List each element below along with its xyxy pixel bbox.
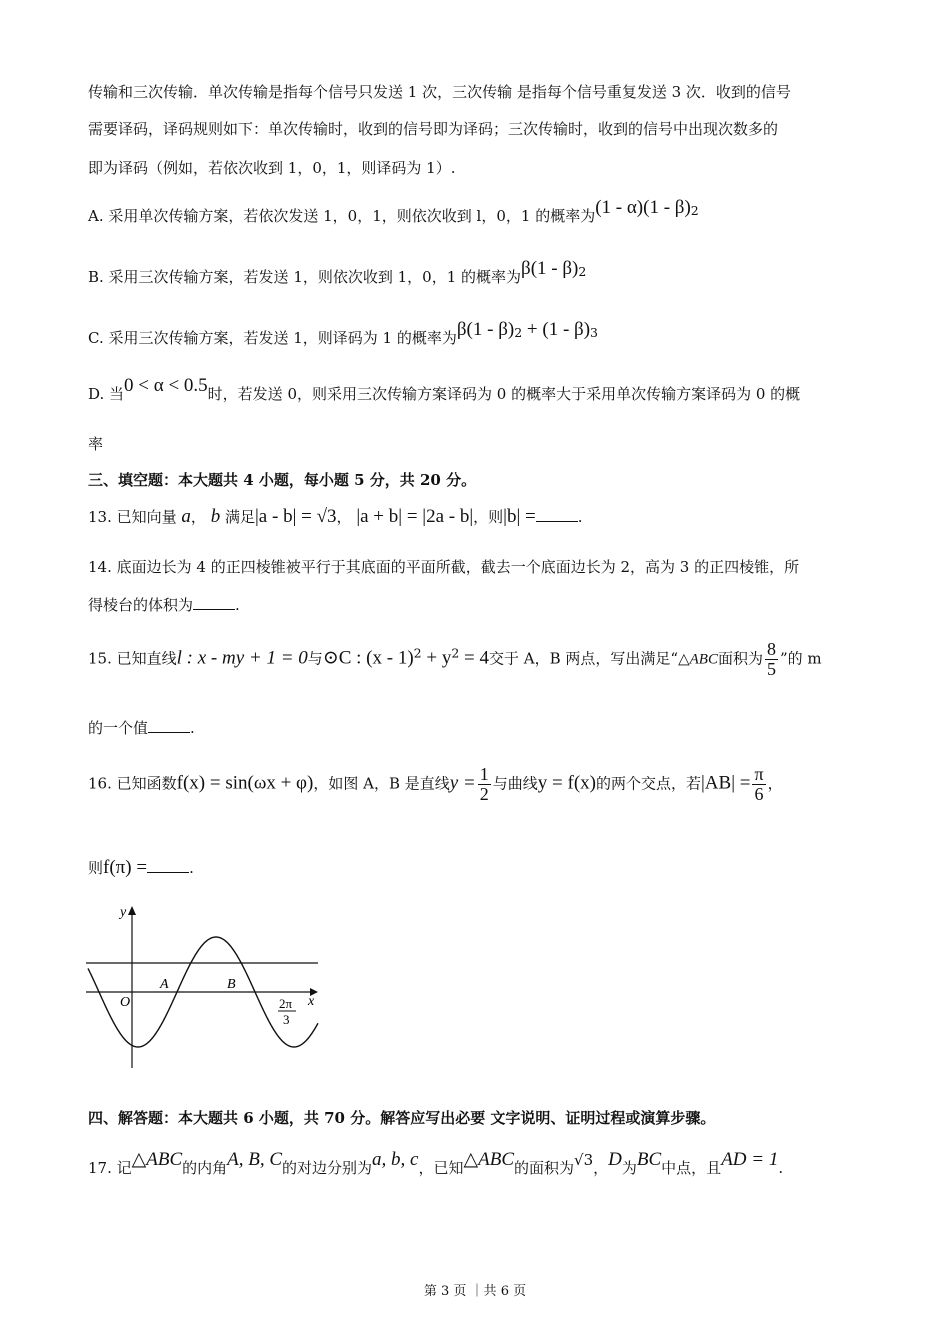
section-4-heading: 四、解答题：本大题共 6 小题，共 70 分。解答应写出必要 文字说明、证明过程或演算步骤。 (88, 1109, 716, 1127)
fraction: $\frac{1}{2}$ (479, 764, 489, 804)
question-16: 16. 已知函数f(x) = sin(ωx + φ)，如图 A，B 是直线y = $\frac{1}{2}$ 与曲线y = f(x)的两个交点，若|AB| = $\frac{\pi}{6}$ ， (88, 764, 783, 804)
section-3-heading: 三、填空题：本大题共 4 小题，每小题 5 分，共 20 分。 (88, 471, 477, 489)
question-15-cont: 的一个值 . (88, 719, 195, 737)
point-a-label: A (160, 977, 169, 992)
fraction: $\frac{\pi}{6}$ (754, 764, 764, 804)
option-d-cont: 率 (88, 435, 104, 453)
fraction: $\frac{8}{5}$ (766, 639, 776, 679)
answer-blank (147, 858, 189, 873)
paragraph-line: 需要译码，译码规则如下：单次传输时，收到的信号即为译码；三次传输时，收到的信号中出现次数多的 (88, 120, 779, 138)
question-13: 13. 已知向量 a， b 满足|a - b| = √3， |a + b| = |2a - b|，则|b| = . (88, 506, 583, 527)
origin-label: O (120, 995, 131, 1010)
question-17: 17. 记△ABC的内角A, B, C的对边分别为a, b, c，已知△ABC的面积为√3，D为BC中点，且AD = 1. (88, 1149, 784, 1177)
x-label: x (308, 994, 315, 1009)
y-axis-arrow (128, 906, 136, 915)
paragraph-line: 即为译码（例如，若依次收到 1，0，1，则译码为 1）. (88, 159, 456, 177)
question-16-cont: 则f(π) = . (88, 857, 194, 878)
question-14: 14. 底面边长为 4 的正四棱锥被平行于其底面的平面所截，截去一个底面边长为 2，高为 3 的正四棱锥，所 (88, 558, 800, 576)
sine-graph (86, 900, 326, 1070)
y-label: y (120, 905, 127, 920)
tick-denominator: 3 (283, 1012, 290, 1027)
tick-numerator: 2π (279, 996, 293, 1011)
answer-blank (193, 595, 235, 610)
option-d: D. 当0 < α < 0.5时，若发送 0，则采用三次传输方案译码为 0 的概率大于采用单次传输方案译码为 0 的概 (88, 375, 801, 403)
option-b: B. 采用三次传输方案，若发送 1，则依次收到 1，0，1 的概率为β(1 - β)$^2$ (88, 258, 587, 286)
paragraph-line: 传输和三次传输．单次传输是指每个信号只发送 1 次，三次传输 是指每个信号重复发送 3 次．收到的信号 (88, 83, 791, 101)
option-a: A. 采用单次传输方案，若依次发送 1，0，1，则依次收到 l，0，1 的概率为(1 - α)(1 - β)$^2$ (88, 197, 699, 225)
page-footer: 第 3 页 ｜共 6 页 (423, 1284, 527, 1299)
point-b-label: B (227, 977, 236, 992)
answer-blank (536, 507, 578, 522)
answer-blank (148, 718, 190, 733)
question-14-cont: 得棱台的体积为 . (88, 596, 240, 614)
question-15: 15. 已知直线l : x - my + 1 = 0与⊙C : $(x - 1)^2 + y^2 = 4$交于 A，B 两点，写出满足“△ABC面积为 $\frac{8}{5}$ ”的 m (88, 639, 822, 679)
option-c: C. 采用三次传输方案，若发送 1，则译码为 1 的概率为β(1 - β)$^2$ + (1 - β)$^3$ (88, 319, 598, 347)
